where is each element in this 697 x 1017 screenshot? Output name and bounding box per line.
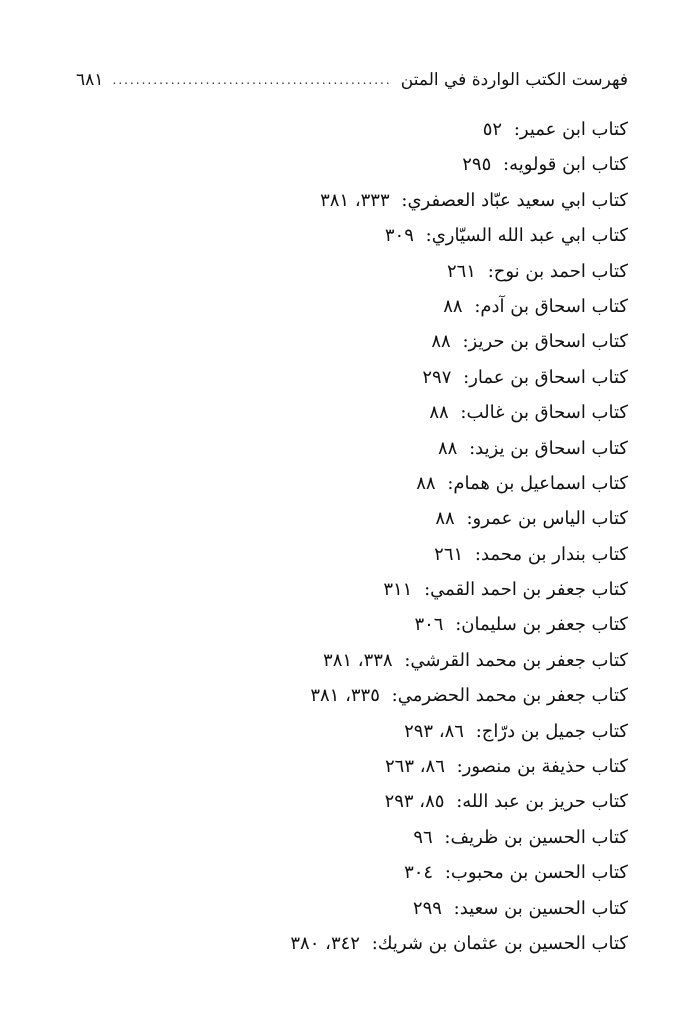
list-item xyxy=(68,289,628,324)
entry-name: كتاب احمد بن نوح: xyxy=(487,260,628,282)
list-item xyxy=(68,537,628,572)
entry-page-refs: ٥٢ xyxy=(482,119,503,140)
list-item xyxy=(68,820,628,855)
entry-page-refs: ٣١١ xyxy=(383,579,413,601)
list-item xyxy=(68,891,628,926)
list-item xyxy=(68,466,628,501)
list-item xyxy=(68,183,628,218)
entry-name: كتاب جعفر بن محمد الحضرمي: xyxy=(391,685,628,707)
list-item xyxy=(68,607,628,642)
entry-name: كتاب اسحاق بن غالب: xyxy=(460,402,628,424)
entry-name: كتاب الحسن بن محبوب: xyxy=(444,862,628,884)
list-item xyxy=(68,218,628,253)
entry-page-refs: ٢٩٥ xyxy=(462,154,492,176)
running-header xyxy=(76,66,628,94)
list-item xyxy=(68,147,628,182)
entry-name: كتاب اسحاق بن حريز: xyxy=(462,331,628,353)
entry-name: كتاب ابي سعيد عبّاد العصفري: xyxy=(401,189,628,211)
list-item xyxy=(68,784,628,819)
list-item xyxy=(68,926,628,961)
entry-name: كتاب الحسين بن عثمان بن شريك: xyxy=(371,932,628,954)
entry-page-refs: ٨٥، ٢٩٣ xyxy=(384,791,445,813)
entry-page-refs: ٢٦١ xyxy=(434,543,464,565)
list-item xyxy=(68,360,628,395)
entry-page-refs: ٣٠٩ xyxy=(384,225,414,247)
list-item xyxy=(68,431,628,466)
entry-page-refs: ٨٨ xyxy=(431,331,451,353)
entry-name: كتاب اسماعيل بن همام: xyxy=(447,472,628,494)
entry-page-refs: ٨٨ xyxy=(429,402,449,424)
header-leader-dots: ................................................ xyxy=(112,73,392,87)
entry-page-refs: ٨٨ xyxy=(437,437,458,459)
entry-name: كتاب الحسين بن ظريف: xyxy=(444,826,628,848)
entry-page-refs: ٣٠٤ xyxy=(404,862,434,884)
entry-name: كتاب جعفر بن سليمان: xyxy=(455,614,628,636)
entry-name: كتاب جعفر بن محمد القرشي: xyxy=(404,649,628,671)
entry-page-refs: ٨٨ xyxy=(416,472,436,494)
entry-page-refs: ٢٦١ xyxy=(446,260,476,282)
entry-page-refs: ٨٦، ٢٩٣ xyxy=(404,720,464,742)
list-item xyxy=(68,254,628,289)
list-item xyxy=(68,678,628,713)
entry-page-refs: ٨٦، ٢٦٣ xyxy=(384,756,445,778)
entry-name: كتاب جميل بن درّاج: xyxy=(475,720,628,742)
entry-page-refs: ٣٣٣، ٣٨١ xyxy=(320,189,390,211)
list-item xyxy=(68,643,628,678)
list-item xyxy=(68,855,628,890)
entry-name: كتاب جعفر بن احمد القمي: xyxy=(424,579,628,601)
entry-name: كتاب ابن عمير: xyxy=(513,119,628,140)
page-number: ٦٨١ xyxy=(76,70,104,90)
entry-name: كتاب الياس بن عمرو: xyxy=(466,508,628,530)
entry-page-refs: ٣٠٦ xyxy=(414,614,444,636)
entry-page-refs: ٩٦ xyxy=(413,826,433,848)
entry-name: كتاب حريز بن عبد الله: xyxy=(456,791,628,813)
entry-page-refs: ٨٨ xyxy=(435,508,455,530)
entry-name: كتاب الحسين بن سعيد: xyxy=(453,897,628,919)
book-index-list xyxy=(68,112,628,961)
entry-page-refs: ٣٣٥، ٣٨١ xyxy=(310,685,380,707)
entry-name: كتاب اسحاق بن آدم: xyxy=(474,295,628,317)
entry-name: كتاب ابي عبد الله السيّاري: xyxy=(425,225,628,247)
entry-name: كتاب بندار بن محمد: xyxy=(474,543,628,565)
list-item xyxy=(68,395,628,430)
entry-page-refs: ٣٣٨، ٣٨١ xyxy=(323,649,393,671)
entry-page-refs: ٢٩٧ xyxy=(422,366,452,388)
list-item xyxy=(68,324,628,359)
list-item xyxy=(68,501,628,536)
header-title: فهرست الكتب الواردة في المتن xyxy=(400,70,628,90)
list-item xyxy=(68,572,628,607)
entry-name: كتاب حذيفة بن منصور: xyxy=(456,756,628,778)
entry-name: كتاب اسحاق بن يزيد: xyxy=(469,437,628,459)
list-item xyxy=(68,714,628,749)
entry-name: كتاب ابن قولويه: xyxy=(503,154,628,176)
entry-page-refs: ٢٩٩ xyxy=(412,897,442,919)
entry-page-refs: ٨٨ xyxy=(443,295,463,317)
entry-name: كتاب اسحاق بن عمار: xyxy=(463,366,628,388)
list-item xyxy=(68,112,628,147)
list-item xyxy=(68,749,628,784)
entry-page-refs: ٣٤٢، ٣٨٠ xyxy=(290,932,360,954)
